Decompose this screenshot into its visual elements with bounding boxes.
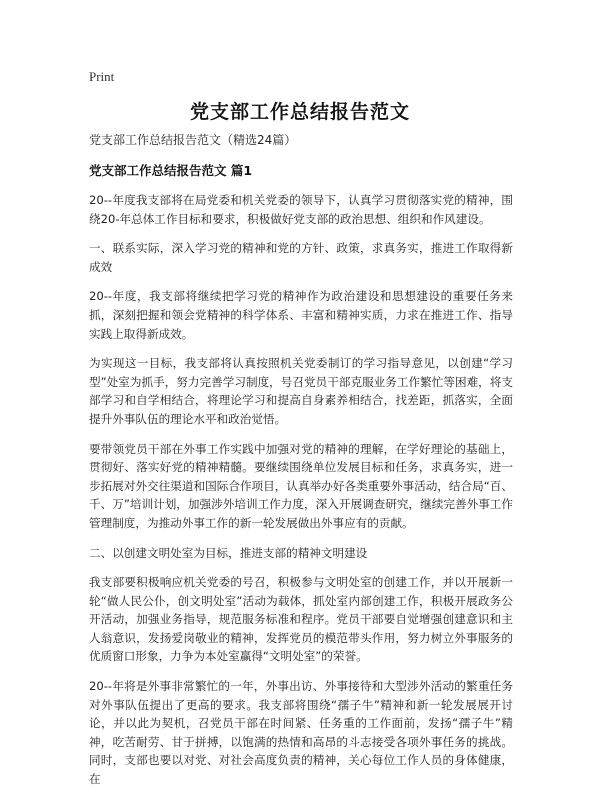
document-subtitle: 党支部工作总结报告范文（精选24篇） [89, 133, 297, 147]
paragraph-study-plan: 20--年度，我支部将继续把学习党的精神作为政治建设和思想建设的重要任务来抓，深刻把握和领会党精神的科学体系、丰富和精神实质，力求在推进工作、指导实践上取得新成效。 [89, 289, 513, 341]
paragraph-civilized-office: 我支部要积极响应机关党委的号召，积极参与文明处室的创建工作，并以开展新一轮“做人民公仆，创文明处室”活动为载体，抓处室内部创建工作，积极开展政务公开活动，加强业务指导，规范服务标准和程序。党员干部要自觉增强创建意识和主人翁意识，发扬爱岗敬业的精神，发挥党员的模范带头作用，努力树立外事服务的优质窗口形象，力争为本处室赢得“文明处室”的荣誉。 [89, 575, 513, 664]
paragraph-busy-year: 20--年将是外事非常繁忙的一年，外事出访、外事接待和大型涉外活动的繁重任务对外事队伍提出了更高的要求。我支部将围绕“孺子牛”精神和新一轮发展展开讨论，并以此为契机，召党员干部在时间紧、任务重的工作面前，发扬“孺子牛”精神，吃苦耐劳、甘于拼搏，以饱满的热情和高昂的斗志接受各项外事任务的挑战。同时，支部也要以对党、对社会高度负责的精神，关心每位工作人员的身体健康，在 [89, 679, 513, 787]
paragraph-heading-one: 一、联系实际，深入学习党的精神和党的方针、政策，求真务实，推进工作取得新成效 [89, 241, 513, 274]
document-body [89, 131, 513, 800]
paragraph-learning-goal: 为实现这一目标，我支部将认真按照机关党委制订的学习指导意见，以创建“学习型”处室为抓手，努力完善学习制度，号召党员干部克服业务工作繁忙等困难，将支部学习和自学相结合，将理论学习和提高自身素养相结合，找差距，抓落实，全面提升外事队伍的理论水平和政治觉悟。 [89, 356, 513, 426]
section-heading: 党支部工作总结报告范文 篇1 [89, 163, 253, 178]
paragraph-practice: 要带领党员干部在外事工作实践中加强对党的精神的理解，在学好理论的基础上，贯彻好、落实好党的精神精髓。要继续围绕单位发展目标和任务，求真务实，进一步拓展对外交往渠道和国际合作项目，认真举办好各类重要外事活动，结合局“百、千、万”培训计划，加强涉外培训工作力度，深入开展调查研究，继续完善外事工作管理制度，为推动外事工作的新一轮发展做出外事应有的贡献。 [89, 441, 513, 530]
page-title: 党支部工作总结报告范文 [189, 101, 410, 123]
print-link[interactable]: Print [89, 69, 115, 84]
paragraph-heading-two: 二、以创建文明处室为目标，推进支部的精神文明建设 [89, 545, 368, 560]
paragraph-intro: 20--年度我支部将在局党委和机关党委的领导下，认真学习贯彻落实党的精神，围绕20-年总体工作目标和要求，积极做好党支部的政治思想、组织和作风建设。 [89, 193, 513, 226]
